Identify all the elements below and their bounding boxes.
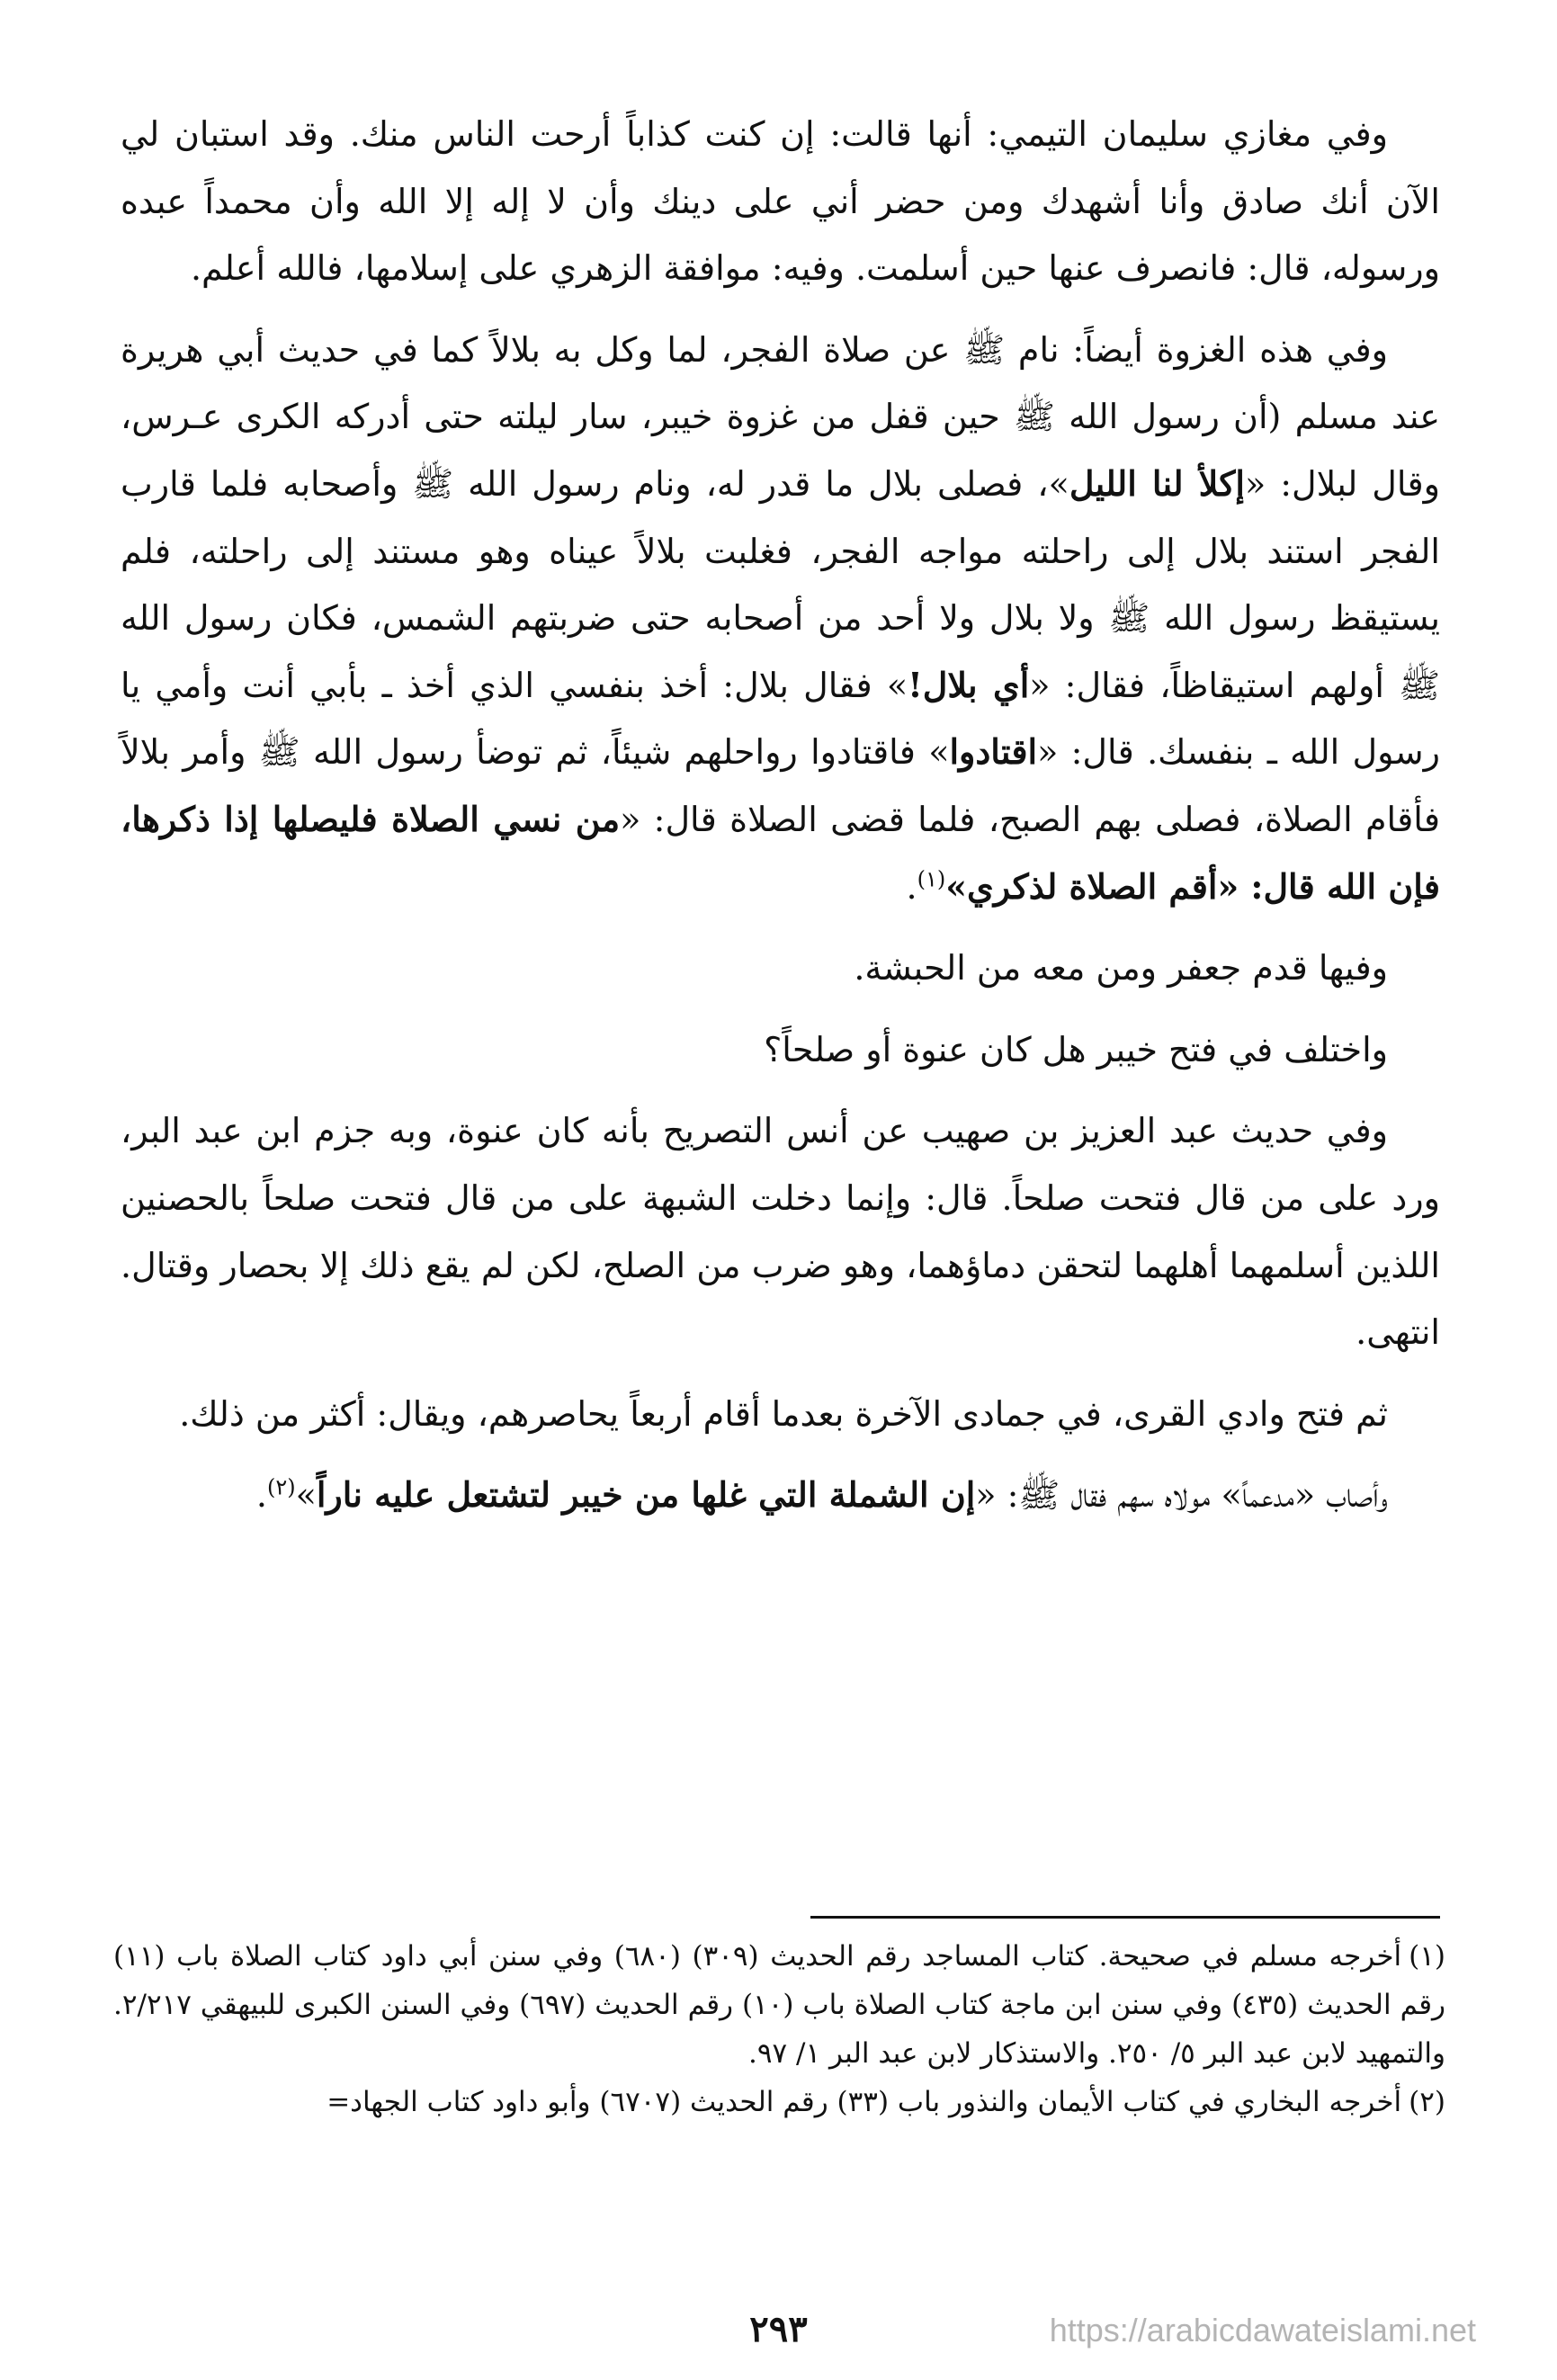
paragraph-2 (121, 317, 1440, 920)
paragraph-text: وفيها قدم جعفر ومن معه من الحبشة. (854, 948, 1388, 989)
footnote-1 (113, 1932, 1445, 2078)
hadith-quote: إكلأ لنا الليل (1069, 462, 1245, 504)
watermark-url: https://arabicdawateislami.net (1049, 2312, 1476, 2349)
footnote-reference: (٢) (266, 1474, 296, 1500)
paragraph-text: وفي هذه الغزوة أيضاً: نام ﷺ عن صلاة الفجر، لما وكل به بلالاً كما في حديث أبي هريرة عند مسلم (أن رسول الله ﷺ حين قفل من غزوة خيبر، سار ليلته حتى أدركه الكرى عـرس، وقال لبلال: « (121, 329, 1441, 504)
paragraph-text: . (906, 866, 917, 907)
hadith-quote: اقتادوا (949, 731, 1038, 773)
footnote-reference: (١) (917, 865, 946, 891)
paragraph-5 (121, 1097, 1440, 1365)
hadith-quote: من نسي الصلاة فليصلها إذا ذكرها، فإن الله قال: «أقم الصلاة لذكري» (121, 798, 1440, 907)
paragraph-3 (121, 935, 1440, 1002)
footnote-separator (810, 1916, 1440, 1919)
paragraph-1 (121, 101, 1440, 302)
paragraph-text: واختلف في فتح خيبر هل كان عنوة أو صلحاً؟ (764, 1029, 1388, 1069)
footnote-number: (٢) (1409, 2086, 1445, 2118)
paragraph-text: وأصاب «مدعماً» مولاه سهم فقال ﷺ: « (975, 1475, 1388, 1516)
footnote-text: أخرجه مسلم في صحيحة. كتاب المساجد رقم الحديث (٣٠٩) (٦٨٠) وفي سنن أبي داود كتاب الصلاة باب (١١) رقم الحديث (٤٣٥) وفي سنن ابن ماجة كتاب الصلاة باب (١٠) رقم الحديث (٦٩٧) وفي السنن الكبرى للبيهقي ٢/٢١٧. والتمهيد لابن عبد البر ٥/ ٢٥٠. والاستذكار لابن عبد البر ١/ ٩٧. (113, 1940, 1445, 2070)
paragraph-4 (121, 1016, 1440, 1084)
paragraph-text: »، فصلى بلال ما قدر له، ونام رسول الله ﷺ وأصحابه فلما قارب الفجر استند بلال إلى راحلته مواجه الفجر، فغلبت بلالاً عيناه وهو مستند إلى راحلته، فلم يستيقظ رسول الله ﷺ ولا بلال ولا أحد من أصحابه حتى ضربتهم الشمس، فكان رسول الله ﷺ أولهم استيقاظاً، فقال: « (121, 463, 1440, 705)
paragraph-text: وفي مغازي سليمان التيمي: أنها قالت: إن كنت كذاباً أرحت الناس منك. وقد استبان لي الآن أنك صادق وأنا أشهدك ومن حضر أني على دينك وأن لا إله إلا الله وأن محمداً عبده ورسوله، قال: فانصرف عنها حين أسلمت. وفيه: موافقة الزهري على إسلامها، فالله أعلم. (121, 114, 1440, 289)
paragraph-text: » فاقتادوا رواحلهم شيئاً، ثم توضأ رسول الله ﷺ وأمر بلالاً فأقام الصلاة، فصلى بهم الصبح، فلما قضى الصلاة قال: « (121, 732, 1440, 839)
paragraph-text: » (295, 1475, 317, 1516)
hadith-quote: إن الشملة التي غلها من خيبر لتشتعل عليه ناراً (316, 1474, 976, 1516)
paragraph-text: » فقال بلال: أخذ بنفسي الذي أخذ ـ بأبي أنت وأمي يا رسول الله ـ بنفسك. قال: « (121, 665, 1440, 773)
hadith-quote: أي بلال! (908, 664, 1030, 705)
paragraph-text: . (255, 1475, 267, 1516)
paragraph-text: وفي حديث عبد العزيز بن صهيب عن أنس التصريح بأنه كان عنوة، وبه جزم ابن عبد البر، ورد على من قال فتحت صلحاً. قال: وإنما دخلت الشبهة على من قال فتحت صلحاً بالحصنين اللذين أسلمهما أهلهما لتحقن دماؤهما، وهو ضرب من الصلح، لكن لم يقع ذلك إلا بحصار وقتال. انتهى. (121, 1111, 1440, 1353)
footnotes (113, 1932, 1445, 2126)
page-number: ٢٩٣ (749, 2308, 808, 2350)
main-text (121, 101, 1440, 1543)
paragraph-6 (121, 1381, 1440, 1448)
footnote-text: أخرجه البخاري في كتاب الأيمان والنذور باب (٣٣) رقم الحديث (٦٧٠٧) وأبو داود كتاب الجهاد= (327, 2086, 1402, 2118)
footnote-2 (113, 2078, 1445, 2126)
paragraph-7 (121, 1462, 1440, 1529)
footnote-number: (١) (1409, 1940, 1445, 1973)
paragraph-text: ثم فتح وادي القرى، في جمادى الآخرة بعدما أقام أربعاً يحاصرهم، ويقال: أكثر من ذلك. (179, 1393, 1388, 1434)
